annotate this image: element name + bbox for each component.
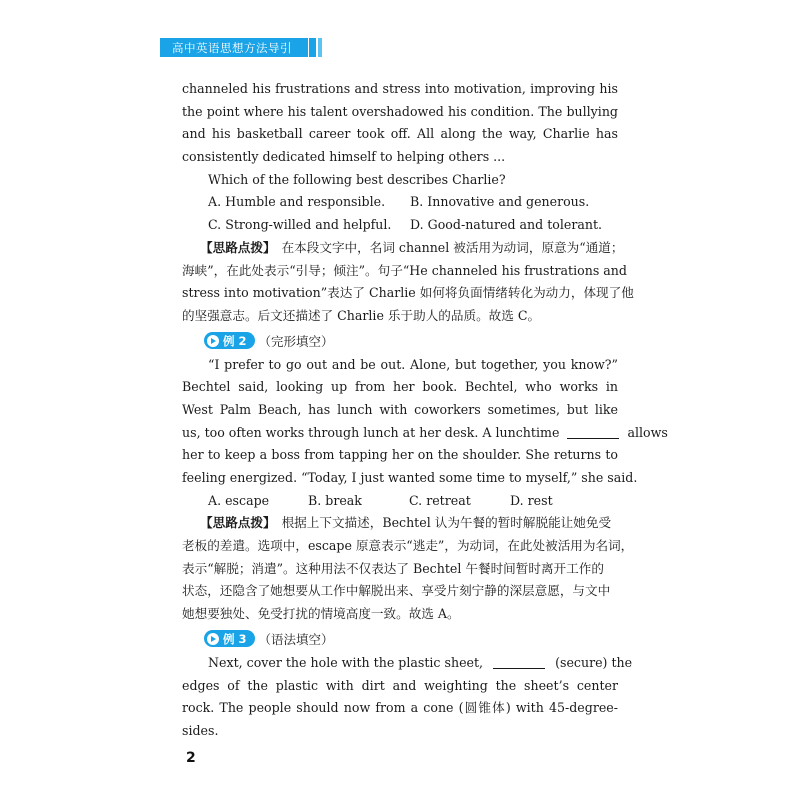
passage-text: (secure) the xyxy=(555,654,633,670)
header-decor-bar-light xyxy=(318,38,322,57)
book-title: 高中英语思想方法导引 xyxy=(172,41,292,55)
analysis-line xyxy=(182,237,624,260)
passage-line: her to keep a boss from tapping her on the shoulder. She returns to xyxy=(182,447,618,463)
passage-line: West Palm Beach, has lunch with coworkers sometimes, but like xyxy=(182,401,618,417)
passage-line: and his basketball career took off. All along the way, Charlie has xyxy=(182,126,618,142)
passage-line: Bechtel said, looking up from her book. Bechtel, who works in xyxy=(182,379,618,395)
analysis-label: 【思路点拨】 xyxy=(200,515,276,531)
play-icon xyxy=(207,335,219,347)
analysis-line xyxy=(182,512,618,535)
passage-line: the point where his talent overshadowed his condition. The bullying xyxy=(182,103,618,119)
page-content xyxy=(182,78,668,743)
analysis-label: 【思路点拨】 xyxy=(200,239,276,255)
passage-line: feeling energized. “Today, I just wanted some time to myself,” she said. xyxy=(182,470,638,485)
option-a: A. Humble and responsible. xyxy=(208,194,386,210)
analysis-line: 海峡”，在此处表示“引导；倾注”。句子“He channeled his frustrations and xyxy=(182,262,627,278)
passage-line: “I prefer to go out and be out. Alone, but together, you know?” xyxy=(208,356,618,372)
example-badge xyxy=(204,630,255,647)
analysis-line: stress into motivation”表达了 Charlie 如何将负面情绪转化为动力，体现了他 xyxy=(182,285,634,301)
option-b: B. break xyxy=(308,492,362,508)
analysis-line: 表示“解脱；消遣”。这种用法不仅表达了 Bechtel 午餐时间暂时离开工作的 xyxy=(182,560,604,576)
analysis-line: 老板的差遣。选项中，escape 原意表示“逃走”，为动词，在此处被活用为名词， xyxy=(182,538,634,554)
play-icon xyxy=(207,633,219,645)
page-number: 2 xyxy=(186,750,196,766)
analysis-line: 的坚强意志。后文还描述了 Charlie 乐于助人的品质。故选 C。 xyxy=(182,307,541,323)
passage-line: rock. The people should now from a cone (圆锥体) with 45-degree- xyxy=(182,700,618,716)
passage-text: allows xyxy=(627,424,668,440)
passage-line-with-blank xyxy=(182,422,668,445)
analysis-line: 状态，还隐含了她想要从工作中解脱出来、享受片刻宁静的深层意愿，与文中 xyxy=(182,583,611,599)
question-text: Which of the following best describes Charlie? xyxy=(208,171,506,187)
option-a: A. escape xyxy=(208,492,270,508)
example-heading xyxy=(182,627,618,651)
option-b: B. Innovative and generous. xyxy=(410,194,590,210)
options-row xyxy=(182,191,618,214)
analysis-text: 在本段文字中，名词 channel 被活用为动词，原意为“通道； xyxy=(281,239,624,255)
example-label: 例 2 xyxy=(223,333,247,348)
example-label: 例 3 xyxy=(223,631,247,646)
analysis-line: 她想要独处、免受打扰的情境高度一致。故选 A。 xyxy=(182,606,460,622)
header-decor-bar xyxy=(309,38,316,57)
passage-line-with-blank xyxy=(182,652,633,675)
example-badge xyxy=(204,332,255,349)
example-heading xyxy=(182,329,618,353)
example-type: （语法填空） xyxy=(258,631,334,647)
passage-line: consistently dedicated himself to helping others ... xyxy=(182,149,506,165)
option-d: D. Good-natured and tolerant. xyxy=(410,217,603,233)
passage-line: channeled his frustrations and stress into motivation, improving his xyxy=(182,81,618,96)
option-d: D. rest xyxy=(510,492,553,508)
passage-line: edges of the plastic with dirt and weighting the sheet’s center xyxy=(182,677,618,693)
passage-text: Next, cover the hole with the plastic sheet, xyxy=(208,654,484,670)
answer-blank xyxy=(567,426,619,439)
options-row xyxy=(182,214,618,237)
option-c: C. retreat xyxy=(409,492,471,508)
example-type: （完形填空） xyxy=(258,333,334,349)
answer-blank xyxy=(493,656,545,669)
analysis-text: 根据上下文描述，Bechtel 认为午餐的暂时解脱能让她免受 xyxy=(281,515,612,531)
option-c: C. Strong-willed and helpful. xyxy=(208,217,392,233)
options-row xyxy=(182,490,618,513)
passage-line: sides. xyxy=(182,722,219,738)
passage-text: us, too often works through lunch at her desk. A lunchtime xyxy=(182,424,560,440)
